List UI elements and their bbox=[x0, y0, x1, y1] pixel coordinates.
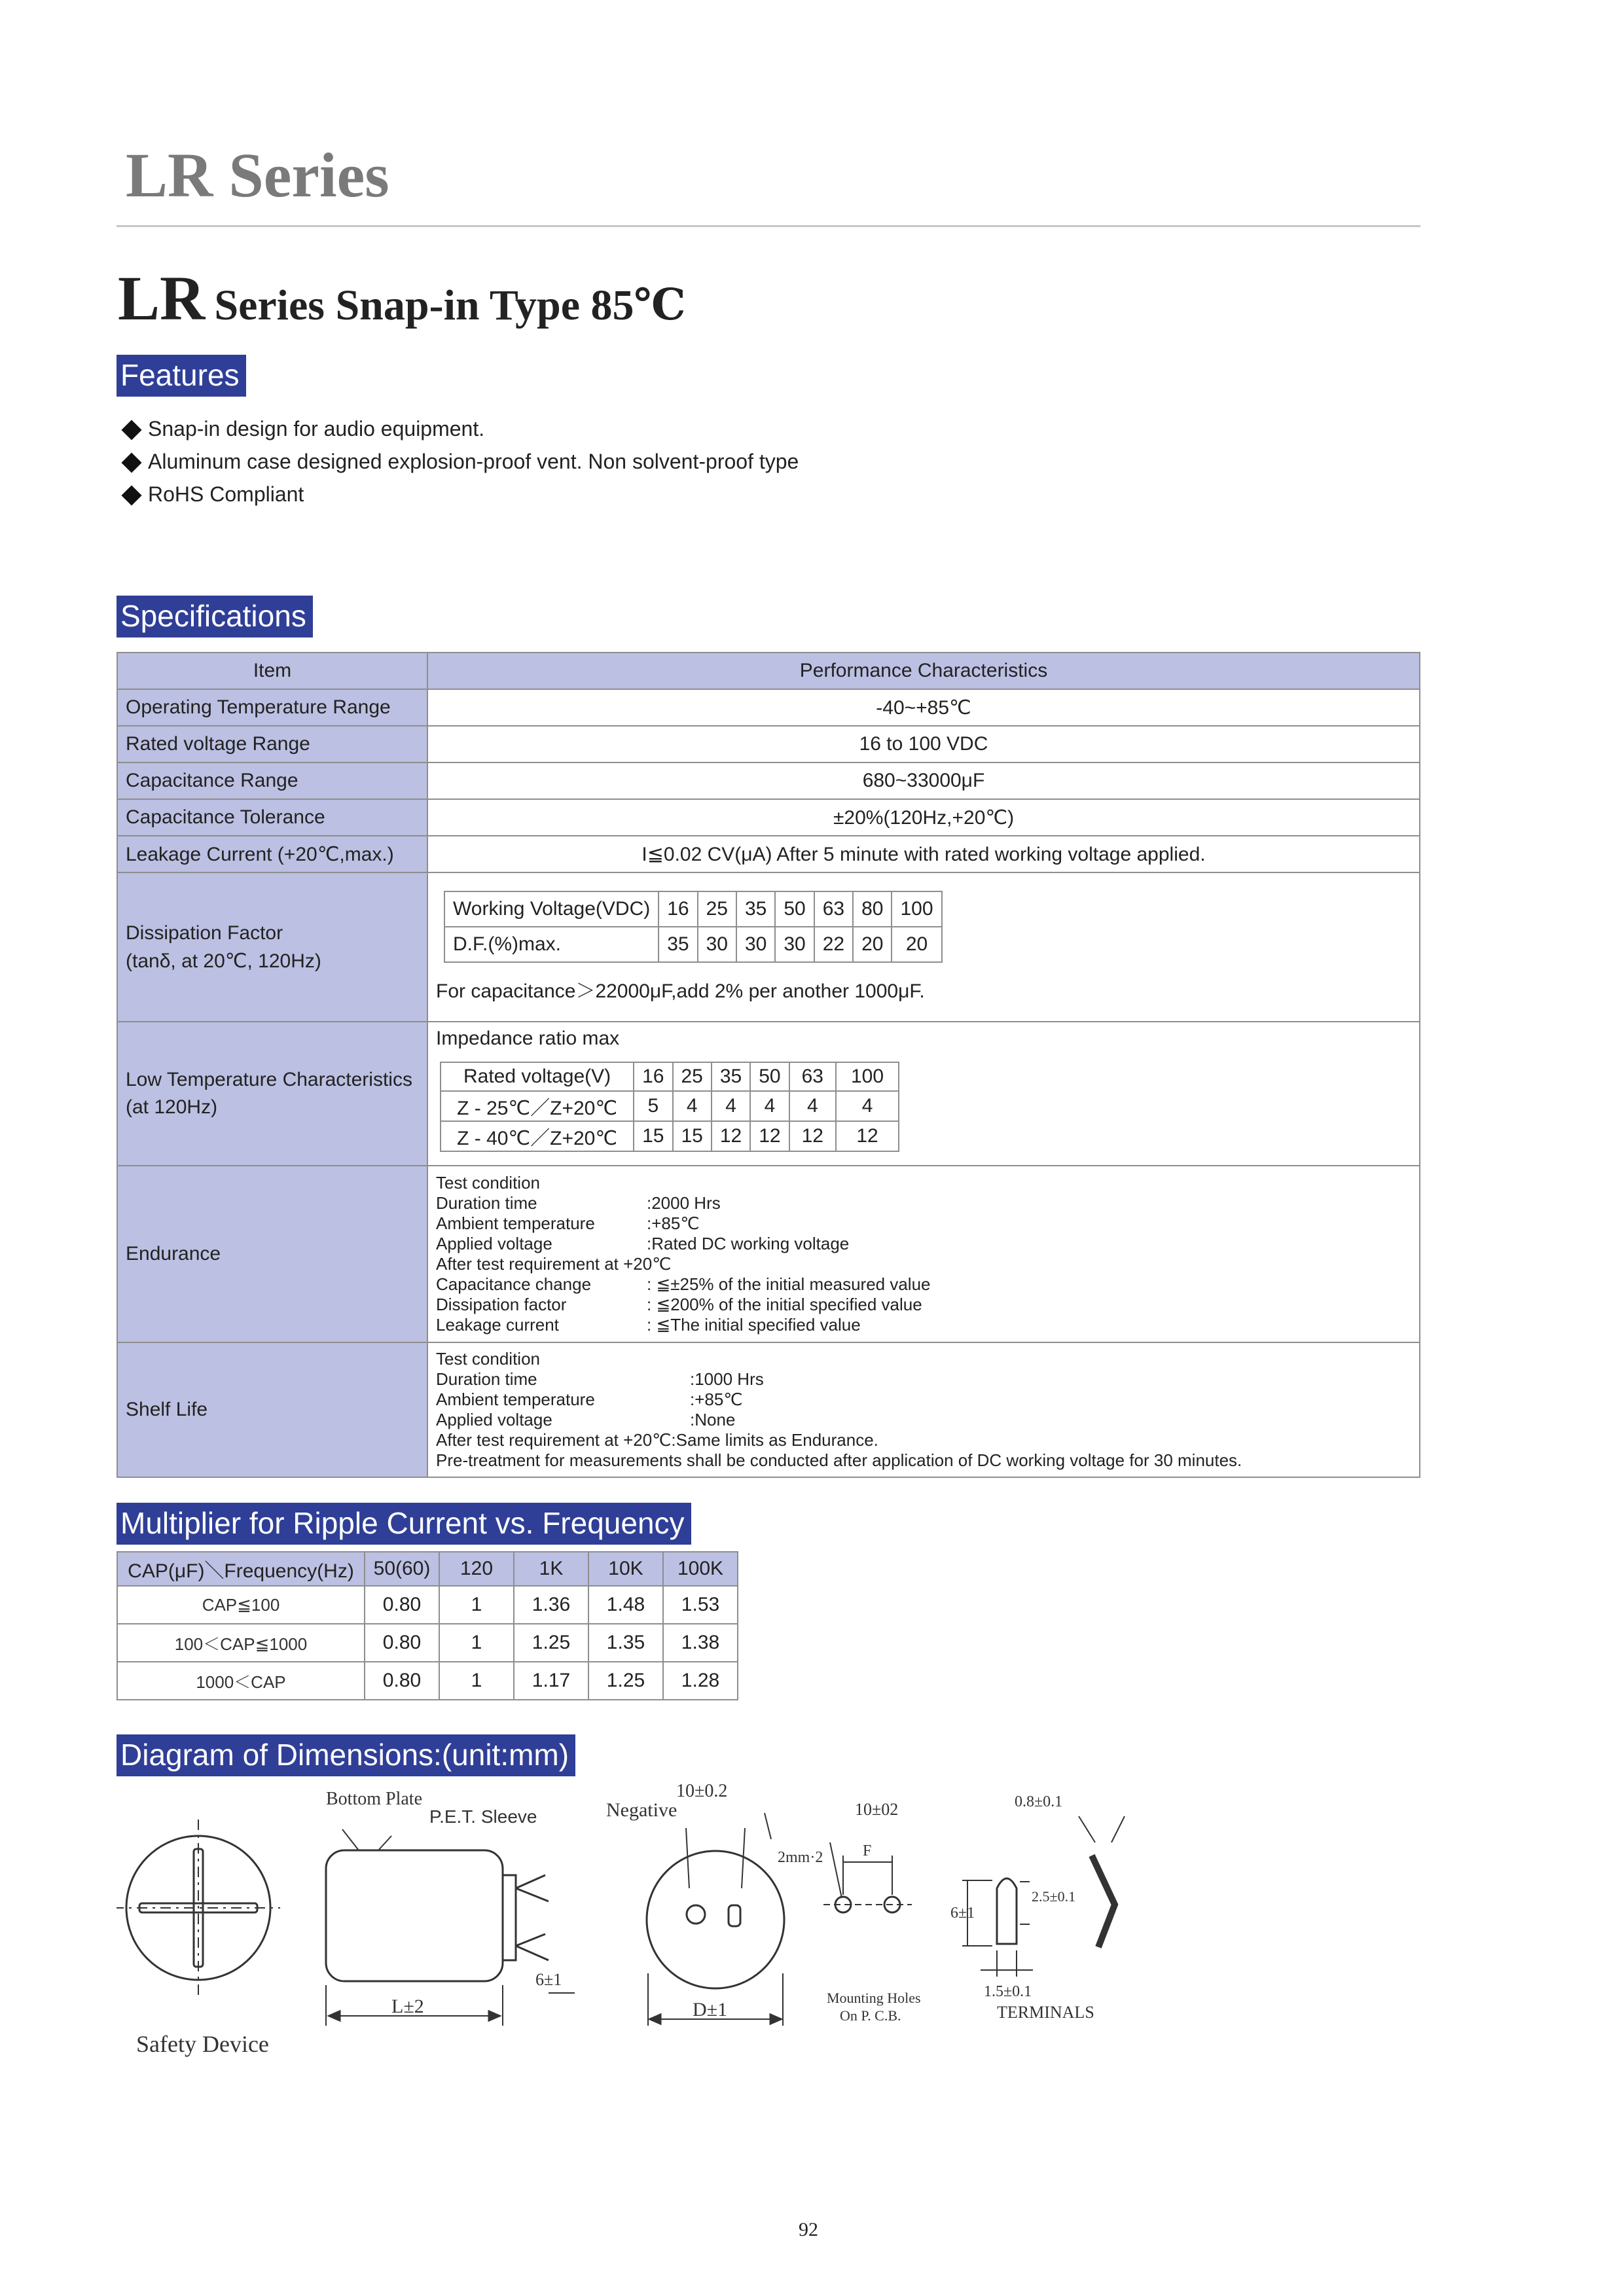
dim-terminal-height: 6±1 bbox=[950, 1905, 975, 1922]
table-row: Working Voltage(VDC) 16 25 35 50 63 80 100 bbox=[444, 891, 942, 927]
safety-device-drawing bbox=[117, 1820, 280, 2000]
spec-label: Dissipation Factor (tanδ, at 20℃, 120Hz) bbox=[117, 872, 427, 1022]
terminals-label: TERMINALS bbox=[997, 2003, 1094, 2022]
specifications-heading: Specifications bbox=[117, 596, 313, 637]
title-series-code: LR bbox=[118, 263, 206, 333]
table-row: Z - 25℃／Z+20℃ 5 4 4 4 4 4 bbox=[441, 1091, 899, 1121]
dim-terminal-base: 1.5±0.1 bbox=[984, 1983, 1032, 2000]
header-divider bbox=[117, 225, 1420, 227]
features-heading: Features bbox=[117, 355, 246, 397]
spec-value: I≦0.02 CV(μA) After 5 minute with rated working voltage applied. bbox=[427, 836, 1420, 872]
page-title bbox=[118, 262, 686, 334]
series-title: LR Series bbox=[126, 140, 389, 210]
table-row: D.F.(%)max. 35 30 30 30 22 20 20 bbox=[444, 927, 942, 962]
spec-label: Rated voltage Range bbox=[117, 726, 427, 762]
length-dim: L±2 bbox=[391, 1996, 424, 2017]
spec-value: ±20%(120Hz,+20℃) bbox=[427, 799, 1420, 836]
spec-label: Capacitance Range bbox=[117, 762, 427, 799]
spec-label: Endurance bbox=[117, 1166, 427, 1342]
low-temp-cell bbox=[427, 1022, 1420, 1166]
dim-terminal-thickness: 0.8±0.1 bbox=[1015, 1793, 1063, 1810]
bottom-plate-label: Bottom Plate bbox=[326, 1789, 422, 1809]
spec-label: Operating Temperature Range bbox=[117, 689, 427, 726]
dim-10-top: 10±0.2 bbox=[676, 1781, 728, 1801]
dissipation-table bbox=[444, 891, 943, 963]
table-row bbox=[117, 726, 1420, 762]
dimensions-diagram bbox=[117, 1777, 1164, 2085]
table-row bbox=[117, 1022, 1420, 1166]
feature-item: Aluminum case designed explosion-proof vent. Non solvent-proof type bbox=[119, 445, 799, 478]
top-view-drawing bbox=[647, 1813, 784, 2026]
table-row bbox=[117, 1342, 1420, 1477]
dim-10-holes: 10±02 bbox=[855, 1800, 899, 1819]
features-list bbox=[119, 412, 799, 511]
diamond-bullet-icon bbox=[121, 420, 141, 440]
dim-terminal-width: 2.5±0.1 bbox=[1032, 1888, 1076, 1905]
table-row bbox=[117, 762, 1420, 799]
ripple-heading: Multiplier for Ripple Current vs. Frequency bbox=[117, 1503, 691, 1545]
specifications-table bbox=[117, 652, 1420, 1478]
ripple-table bbox=[117, 1551, 738, 1700]
diameter-dim: D±1 bbox=[693, 1999, 728, 2020]
table-row: Rated voltage(V) 16 25 35 50 63 100 bbox=[441, 1062, 899, 1091]
table-row: Z - 40℃／Z+20℃ 15 15 12 12 12 12 bbox=[441, 1121, 899, 1151]
header-item: Item bbox=[117, 653, 427, 689]
impedance-table bbox=[440, 1062, 899, 1152]
table-row: 100＜CAP≦1000 0.80 1 1.25 1.35 1.38 bbox=[117, 1624, 738, 1662]
table-row: CAP≦100 0.80 1 1.36 1.48 1.53 bbox=[117, 1586, 738, 1624]
spec-value: 680~33000μF bbox=[427, 762, 1420, 799]
table-row bbox=[117, 1166, 1420, 1342]
spec-value: 16 to 100 VDC bbox=[427, 726, 1420, 762]
spec-label: Low Temperature Characteristics (at 120Hz) bbox=[117, 1022, 427, 1166]
mounting-holes-label-2: On P. C.B. bbox=[840, 2007, 901, 2024]
table-row bbox=[117, 836, 1420, 872]
diamond-bullet-icon bbox=[121, 452, 141, 473]
endurance-cell: Test condition Duration time :2000 Hrs Ambient temperature :+85℃ Applied voltage :Rated DC working voltage After test requirement at +20℃ Capacitance change : ≦±25% of the initial measured value Dissipation factor : ≦200% of the initial specified value Leakage current : ≦The initial specified value bbox=[427, 1166, 1420, 1342]
table-row bbox=[117, 799, 1420, 836]
table-header-row bbox=[117, 653, 1420, 689]
spec-label: Leakage Current (+20℃,max.) bbox=[117, 836, 427, 872]
dim-hole-diameter: 2mm·2 bbox=[778, 1849, 823, 1866]
diamond-bullet-icon bbox=[121, 485, 141, 505]
side-view-drawing bbox=[326, 1829, 575, 2026]
table-header-row: CAP(μF)＼Frequency(Hz) 50(60) 120 1K 10K 100K bbox=[117, 1552, 738, 1586]
shelf-life-cell: Test condition Duration time :1000 Hrs Ambient temperature :+85℃ Applied voltage :None After test requirement at +20℃:Same limits as Endurance. Pre-treatment for measurements shall be conducted after application of DC working voltage for 30 minutes. bbox=[427, 1342, 1420, 1477]
feature-item: Snap-in design for audio equipment. bbox=[119, 412, 799, 445]
impedance-title: Impedance ratio max bbox=[436, 1028, 620, 1049]
lead-length-dim: 6±1 bbox=[535, 1970, 562, 1989]
spec-value: -40~+85℃ bbox=[427, 689, 1420, 726]
table-row bbox=[117, 689, 1420, 726]
dissipation-cell bbox=[427, 872, 1420, 1022]
table-row bbox=[117, 872, 1420, 1022]
mounting-holes-label-1: Mounting Holes bbox=[827, 1990, 921, 2006]
header-performance: Performance Characteristics bbox=[427, 653, 1420, 689]
safety-device-label: Safety Device bbox=[136, 2031, 269, 2057]
dim-pitch: F bbox=[863, 1842, 872, 1859]
page-number: 92 bbox=[799, 2219, 818, 2240]
spec-label: Shelf Life bbox=[117, 1342, 427, 1477]
spec-label: Capacitance Tolerance bbox=[117, 799, 427, 836]
table-row: 1000＜CAP 0.80 1 1.17 1.25 1.28 bbox=[117, 1662, 738, 1700]
pet-sleeve-label: P.E.T. Sleeve bbox=[429, 1806, 537, 1827]
diagram-heading: Diagram of Dimensions:(unit:mm) bbox=[117, 1734, 575, 1776]
title-subtitle: Series Snap-in Type 85℃ bbox=[214, 281, 686, 329]
negative-label: Negative bbox=[606, 1799, 677, 1821]
feature-item: RoHS Compliant bbox=[119, 478, 799, 511]
dissipation-note: For capacitance＞22000μF,add 2% per another 1000μF. bbox=[436, 980, 925, 1002]
